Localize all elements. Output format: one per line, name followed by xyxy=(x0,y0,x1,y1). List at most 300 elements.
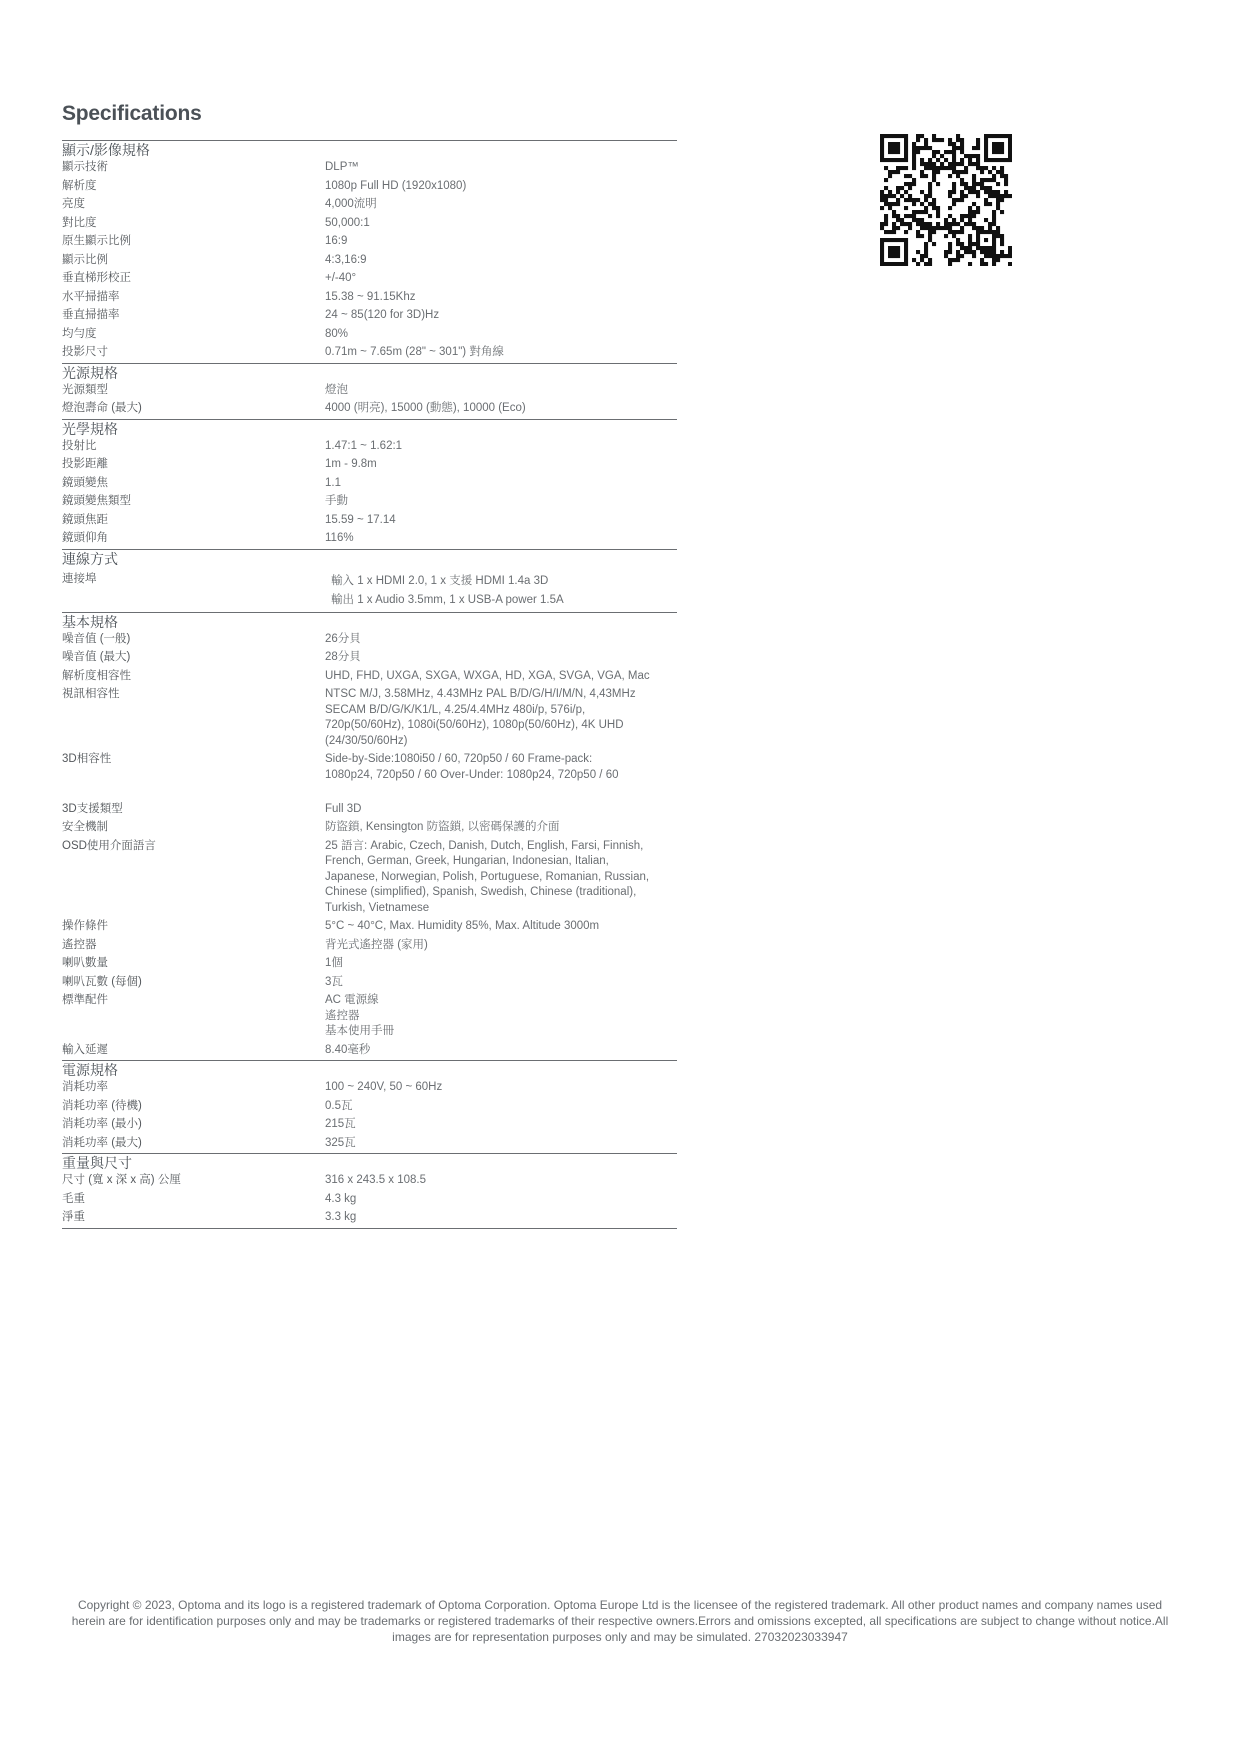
spec-row xyxy=(62,1098,677,1117)
spec-row xyxy=(62,1172,677,1191)
qr-module xyxy=(880,242,884,246)
qr-module xyxy=(988,190,992,194)
spec-row xyxy=(62,937,677,956)
qr-module xyxy=(912,142,916,146)
qr-module xyxy=(892,210,896,214)
qr-module xyxy=(904,230,908,234)
qr-module xyxy=(916,218,920,222)
spec-section xyxy=(62,420,677,550)
qr-module xyxy=(884,214,888,218)
spec-row xyxy=(62,400,677,419)
qr-module xyxy=(952,234,956,238)
qr-module xyxy=(924,194,928,198)
spec-label: 水平掃描率 xyxy=(62,290,120,303)
qr-module xyxy=(1000,158,1004,162)
qr-module xyxy=(932,198,936,202)
qr-module xyxy=(956,222,960,226)
qr-module xyxy=(960,158,964,162)
qr-module xyxy=(996,194,1000,198)
spec-label: 操作條件 xyxy=(62,920,108,932)
qr-module xyxy=(924,162,928,166)
qr-module xyxy=(1004,174,1008,178)
qr-module xyxy=(992,174,996,178)
qr-module xyxy=(924,254,928,258)
spec-value xyxy=(325,197,677,213)
qr-module xyxy=(924,226,928,230)
qr-module xyxy=(992,250,996,254)
qr-module xyxy=(952,150,956,154)
qr-module xyxy=(972,186,976,190)
spec-label: 噪音值 (一般) xyxy=(62,632,131,645)
spec-label: 解析度相容性 xyxy=(62,669,131,682)
spec-value xyxy=(325,1099,677,1115)
spec-label: 投影距離 xyxy=(62,458,108,470)
qr-module xyxy=(976,194,980,198)
qr-module xyxy=(908,174,912,178)
qr-module xyxy=(960,194,964,198)
qr-module xyxy=(1008,134,1012,138)
qr-module xyxy=(992,166,996,170)
qr-module xyxy=(972,226,976,230)
spec-value-line: (24/30/50/60Hz) xyxy=(325,734,408,747)
qr-module xyxy=(952,258,956,262)
spec-value xyxy=(325,1173,677,1189)
qr-module xyxy=(948,250,952,254)
qr-module xyxy=(912,258,916,262)
spec-label: OSD使用介面語言 xyxy=(62,839,156,852)
qr-module xyxy=(980,230,984,234)
qr-module xyxy=(896,218,900,222)
qr-module xyxy=(1000,150,1004,154)
qr-module xyxy=(920,190,924,194)
qr-module xyxy=(1008,142,1012,146)
qr-module xyxy=(964,214,968,218)
qr-module xyxy=(924,222,928,226)
qr-module xyxy=(884,238,888,242)
spec-value-line: 防盜鎖, Kensington 防盜鎖, 以密碼保護的介面 xyxy=(325,821,560,833)
qr-module xyxy=(924,198,928,202)
qr-module xyxy=(888,246,892,250)
qr-module xyxy=(988,226,992,230)
qr-module xyxy=(960,146,964,150)
qr-module xyxy=(920,134,924,138)
spec-row xyxy=(62,649,677,668)
spec-row xyxy=(62,326,677,345)
qr-module xyxy=(956,250,960,254)
spec-value-line: 26分貝 xyxy=(325,632,361,645)
qr-module xyxy=(940,154,944,158)
spec-section xyxy=(62,1154,677,1229)
spec-value-line: 輸出 1 x Audio 3.5mm, 1 x USB-A power 1.5A xyxy=(331,593,564,606)
qr-module xyxy=(932,206,936,210)
spec-label: 喇叭瓦數 (每個) xyxy=(62,975,142,988)
qr-module xyxy=(988,250,992,254)
qr-module xyxy=(972,182,976,186)
qr-module xyxy=(884,198,888,202)
qr-module xyxy=(984,142,988,146)
qr-module xyxy=(896,146,900,150)
qr-module xyxy=(904,258,908,262)
section-title: 基本規格 xyxy=(62,613,118,630)
qr-module xyxy=(940,226,944,230)
qr-module xyxy=(892,214,896,218)
spec-value-line: UHD, FHD, UXGA, SXGA, WXGA, HD, XGA, SVGA, VGA, Mac xyxy=(325,669,650,682)
qr-module xyxy=(880,262,884,266)
spec-row xyxy=(62,1191,677,1210)
qr-module xyxy=(948,162,952,166)
qr-module xyxy=(1004,194,1008,198)
qr-module xyxy=(880,206,884,210)
spec-row xyxy=(62,233,677,252)
spec-label: 原生顯示比例 xyxy=(62,235,131,247)
spec-value xyxy=(325,531,677,547)
qr-module xyxy=(996,142,1000,146)
spec-value-line: 215瓦 xyxy=(325,1118,356,1130)
qr-module xyxy=(920,258,924,262)
qr-module xyxy=(948,222,952,226)
spec-value xyxy=(325,308,677,324)
qr-module xyxy=(904,246,908,250)
qr-module xyxy=(888,146,892,150)
qr-module xyxy=(900,134,904,138)
qr-module xyxy=(968,238,972,242)
qr-module xyxy=(952,222,956,226)
qr-module xyxy=(892,238,896,242)
qr-module xyxy=(972,222,976,226)
qr-module xyxy=(916,222,920,226)
spec-value xyxy=(325,650,677,666)
qr-module xyxy=(880,150,884,154)
qr-module xyxy=(1004,178,1008,182)
qr-module xyxy=(1004,158,1008,162)
qr-module xyxy=(912,166,916,170)
spec-row xyxy=(62,568,677,612)
qr-module xyxy=(976,246,980,250)
spec-value-line: 100 ~ 240V, 50 ~ 60Hz xyxy=(325,1081,443,1093)
qr-module xyxy=(980,262,984,266)
spec-row xyxy=(62,801,677,820)
qr-module xyxy=(924,142,928,146)
qr-module xyxy=(992,150,996,154)
qr-module xyxy=(880,146,884,150)
qr-module xyxy=(912,214,916,218)
qr-module xyxy=(888,202,892,206)
qr-module xyxy=(988,254,992,258)
spec-section xyxy=(62,364,677,420)
spec-value xyxy=(325,271,677,287)
spec-value-line: 15.38 ~ 91.15Khz xyxy=(325,290,416,303)
spec-value-line: 4000 (明亮), 15000 (動態), 10000 (Eco) xyxy=(325,402,526,414)
spec-value-line: 80% xyxy=(325,327,349,340)
qr-module xyxy=(888,142,892,146)
spec-label: 鏡頭仰角 xyxy=(62,532,108,544)
qr-module xyxy=(908,222,912,226)
spec-label: 對比度 xyxy=(62,216,97,229)
qr-module xyxy=(964,166,968,170)
qr-module xyxy=(992,230,996,234)
qr-module xyxy=(976,242,980,246)
qr-module xyxy=(928,230,932,234)
qr-module xyxy=(972,210,976,214)
qr-module xyxy=(936,226,940,230)
qr-module xyxy=(996,190,1000,194)
spec-row xyxy=(62,668,677,687)
spec-value-line: 遙控器 xyxy=(325,1009,360,1022)
qr-module xyxy=(976,146,980,150)
spec-value-line: 1.47:1 ~ 1.62:1 xyxy=(325,439,403,452)
spec-value-line: 24 ~ 85(120 for 3D)Hz xyxy=(325,309,440,321)
qr-module xyxy=(912,150,916,154)
qr-module xyxy=(880,142,884,146)
spec-label: 顯示比例 xyxy=(62,253,108,266)
qr-module xyxy=(968,206,972,210)
qr-module xyxy=(880,190,884,194)
spec-row xyxy=(62,456,677,475)
qr-module xyxy=(892,134,896,138)
qr-module xyxy=(912,146,916,150)
qr-module xyxy=(880,158,884,162)
spec-label: 喇叭數量 xyxy=(62,957,108,969)
spec-value xyxy=(325,802,677,818)
spec-value xyxy=(325,1117,677,1133)
qr-module xyxy=(928,234,932,238)
spec-value-line: 1080p24, 720p50 / 60 Over-Under: 1080p24, 720p50 / 60 xyxy=(325,768,619,781)
spec-value-line: 1080p Full HD (1920x1080) xyxy=(325,179,467,192)
qr-module xyxy=(932,242,936,246)
qr-module xyxy=(976,162,980,166)
qr-module xyxy=(984,138,988,142)
qr-module xyxy=(940,138,944,142)
spec-row xyxy=(62,196,677,215)
qr-module xyxy=(900,158,904,162)
qr-module xyxy=(956,254,960,258)
qr-module xyxy=(960,170,964,174)
qr-module xyxy=(1008,138,1012,142)
spec-row xyxy=(62,631,677,650)
qr-module xyxy=(996,254,1000,258)
qr-module xyxy=(952,162,956,166)
qr-module xyxy=(976,230,980,234)
qr-module xyxy=(928,262,932,266)
qr-module xyxy=(896,262,900,266)
qr-module xyxy=(992,238,996,242)
qr-module xyxy=(884,222,888,226)
qr-module xyxy=(912,158,916,162)
qr-module xyxy=(880,258,884,262)
qr-module xyxy=(952,154,956,158)
spec-label: 消耗功率 (最大) xyxy=(62,1136,142,1149)
qr-module xyxy=(912,218,916,222)
spec-value xyxy=(325,993,677,1040)
qr-module xyxy=(980,166,984,170)
qr-module xyxy=(896,190,900,194)
qr-module xyxy=(1008,262,1012,266)
spec-label: 亮度 xyxy=(62,198,85,210)
qr-module xyxy=(948,206,952,210)
qr-module xyxy=(976,210,980,214)
qr-module xyxy=(936,138,940,142)
qr-module xyxy=(992,158,996,162)
qr-module xyxy=(968,210,972,214)
qr-module xyxy=(904,146,908,150)
qr-module xyxy=(884,178,888,182)
qr-module xyxy=(892,146,896,150)
qr-module xyxy=(952,166,956,170)
qr-module xyxy=(1008,194,1012,198)
qr-module xyxy=(968,222,972,226)
qr-module xyxy=(912,210,916,214)
spec-value xyxy=(325,401,677,417)
qr-module xyxy=(972,214,976,218)
section-title: 顯示/影像規格 xyxy=(62,142,150,158)
spec-row xyxy=(62,344,677,363)
qr-module xyxy=(928,202,932,206)
qr-module xyxy=(916,250,920,254)
spec-row xyxy=(62,438,677,457)
qr-module xyxy=(972,250,976,254)
qr-module xyxy=(976,190,980,194)
spec-value-line: 316 x 243.5 x 108.5 xyxy=(325,1174,427,1186)
qr-module xyxy=(972,190,976,194)
qr-module xyxy=(960,246,964,250)
qr-module xyxy=(932,174,936,178)
qr-module xyxy=(1000,250,1004,254)
qr-module xyxy=(904,134,908,138)
qr-module xyxy=(924,210,928,214)
spec-label: 解析度 xyxy=(62,179,97,192)
qr-module xyxy=(956,146,960,150)
qr-module xyxy=(916,134,920,138)
qr-module xyxy=(912,154,916,158)
qr-module xyxy=(1008,154,1012,158)
qr-module xyxy=(988,178,992,182)
spec-value-line: 28分貝 xyxy=(325,651,361,663)
spec-value-line: 手動 xyxy=(325,495,348,507)
qr-module xyxy=(1000,166,1004,170)
qr-module xyxy=(912,202,916,206)
qr-module xyxy=(988,222,992,226)
qr-module xyxy=(896,238,900,242)
qr-module xyxy=(1008,246,1012,250)
qr-module xyxy=(988,230,992,234)
qr-module xyxy=(960,178,964,182)
qr-module xyxy=(880,198,884,202)
qr-module xyxy=(992,254,996,258)
qr-module xyxy=(984,202,988,206)
qr-module xyxy=(992,178,996,182)
qr-module xyxy=(920,174,924,178)
spec-row xyxy=(62,1042,677,1061)
spec-label: 投射比 xyxy=(62,439,97,452)
qr-module xyxy=(880,134,884,138)
qr-module xyxy=(912,198,916,202)
qr-module xyxy=(1000,254,1004,258)
qr-module xyxy=(896,186,900,190)
qr-module xyxy=(932,230,936,234)
qr-module xyxy=(1000,194,1004,198)
qr-module xyxy=(920,210,924,214)
qr-module xyxy=(956,230,960,234)
qr-module xyxy=(932,154,936,158)
spec-section xyxy=(62,141,677,364)
qr-module xyxy=(932,134,936,138)
qr-module xyxy=(944,250,948,254)
qr-module xyxy=(900,166,904,170)
qr-module xyxy=(996,234,1000,238)
qr-module xyxy=(988,134,992,138)
spec-value-line: 16:9 xyxy=(325,235,348,247)
spec-value-line: 3.3 kg xyxy=(325,1211,357,1223)
qr-module xyxy=(952,182,956,186)
qr-module xyxy=(956,138,960,142)
qr-module xyxy=(888,190,892,194)
qr-module xyxy=(956,170,960,174)
qr-module xyxy=(988,246,992,250)
spec-row xyxy=(62,289,677,308)
qr-module xyxy=(880,254,884,258)
qr-module xyxy=(1008,158,1012,162)
qr-module xyxy=(900,194,904,198)
qr-module xyxy=(880,194,884,198)
qr-module xyxy=(964,170,968,174)
qr-module xyxy=(936,206,940,210)
qr-code-icon[interactable] xyxy=(880,134,1012,266)
qr-module xyxy=(952,186,956,190)
spec-value-line: 1個 xyxy=(325,957,343,969)
qr-module xyxy=(968,262,972,266)
qr-module xyxy=(920,202,924,206)
qr-module xyxy=(932,162,936,166)
qr-module xyxy=(928,194,932,198)
qr-module xyxy=(984,218,988,222)
qr-module xyxy=(984,262,988,266)
spec-label: 遙控器 xyxy=(62,938,97,951)
qr-module xyxy=(992,262,996,266)
qr-module xyxy=(932,166,936,170)
qr-module xyxy=(888,150,892,154)
spec-value-line: DLP™ xyxy=(325,161,359,173)
spec-value xyxy=(325,494,677,510)
qr-module xyxy=(1000,198,1004,202)
qr-module xyxy=(896,198,900,202)
qr-module xyxy=(980,246,984,250)
qr-module xyxy=(976,166,980,170)
qr-module xyxy=(880,238,884,242)
qr-module xyxy=(948,262,952,266)
qr-module xyxy=(916,198,920,202)
spec-section xyxy=(62,1061,677,1154)
qr-module xyxy=(888,250,892,254)
qr-module xyxy=(888,158,892,162)
qr-module xyxy=(936,210,940,214)
qr-module xyxy=(904,158,908,162)
spec-value xyxy=(325,1080,677,1096)
spec-value xyxy=(325,383,677,399)
qr-module xyxy=(980,170,984,174)
qr-module xyxy=(956,198,960,202)
qr-module xyxy=(904,238,908,242)
spec-row xyxy=(62,178,677,197)
qr-module xyxy=(1000,234,1004,238)
qr-module xyxy=(912,162,916,166)
copyright-footer: Copyright © 2023, Optoma and its logo is a registered trademark of Optoma Corporation. Optoma Europe Ltd is the licensee of the registered trademark. All other product names and company names used herein are for identification purposes only and may be trademarks or registered trademarks of their respective owners.Errors and omissions excepted, all specifications are subject to change without notice.All images are for representation purposes only and may be simulated. 27032023033947 xyxy=(71,1598,1169,1644)
qr-module xyxy=(928,158,932,162)
qr-module xyxy=(1000,238,1004,242)
qr-module xyxy=(920,162,924,166)
qr-module xyxy=(904,242,908,246)
qr-module xyxy=(944,222,948,226)
qr-module xyxy=(896,214,900,218)
